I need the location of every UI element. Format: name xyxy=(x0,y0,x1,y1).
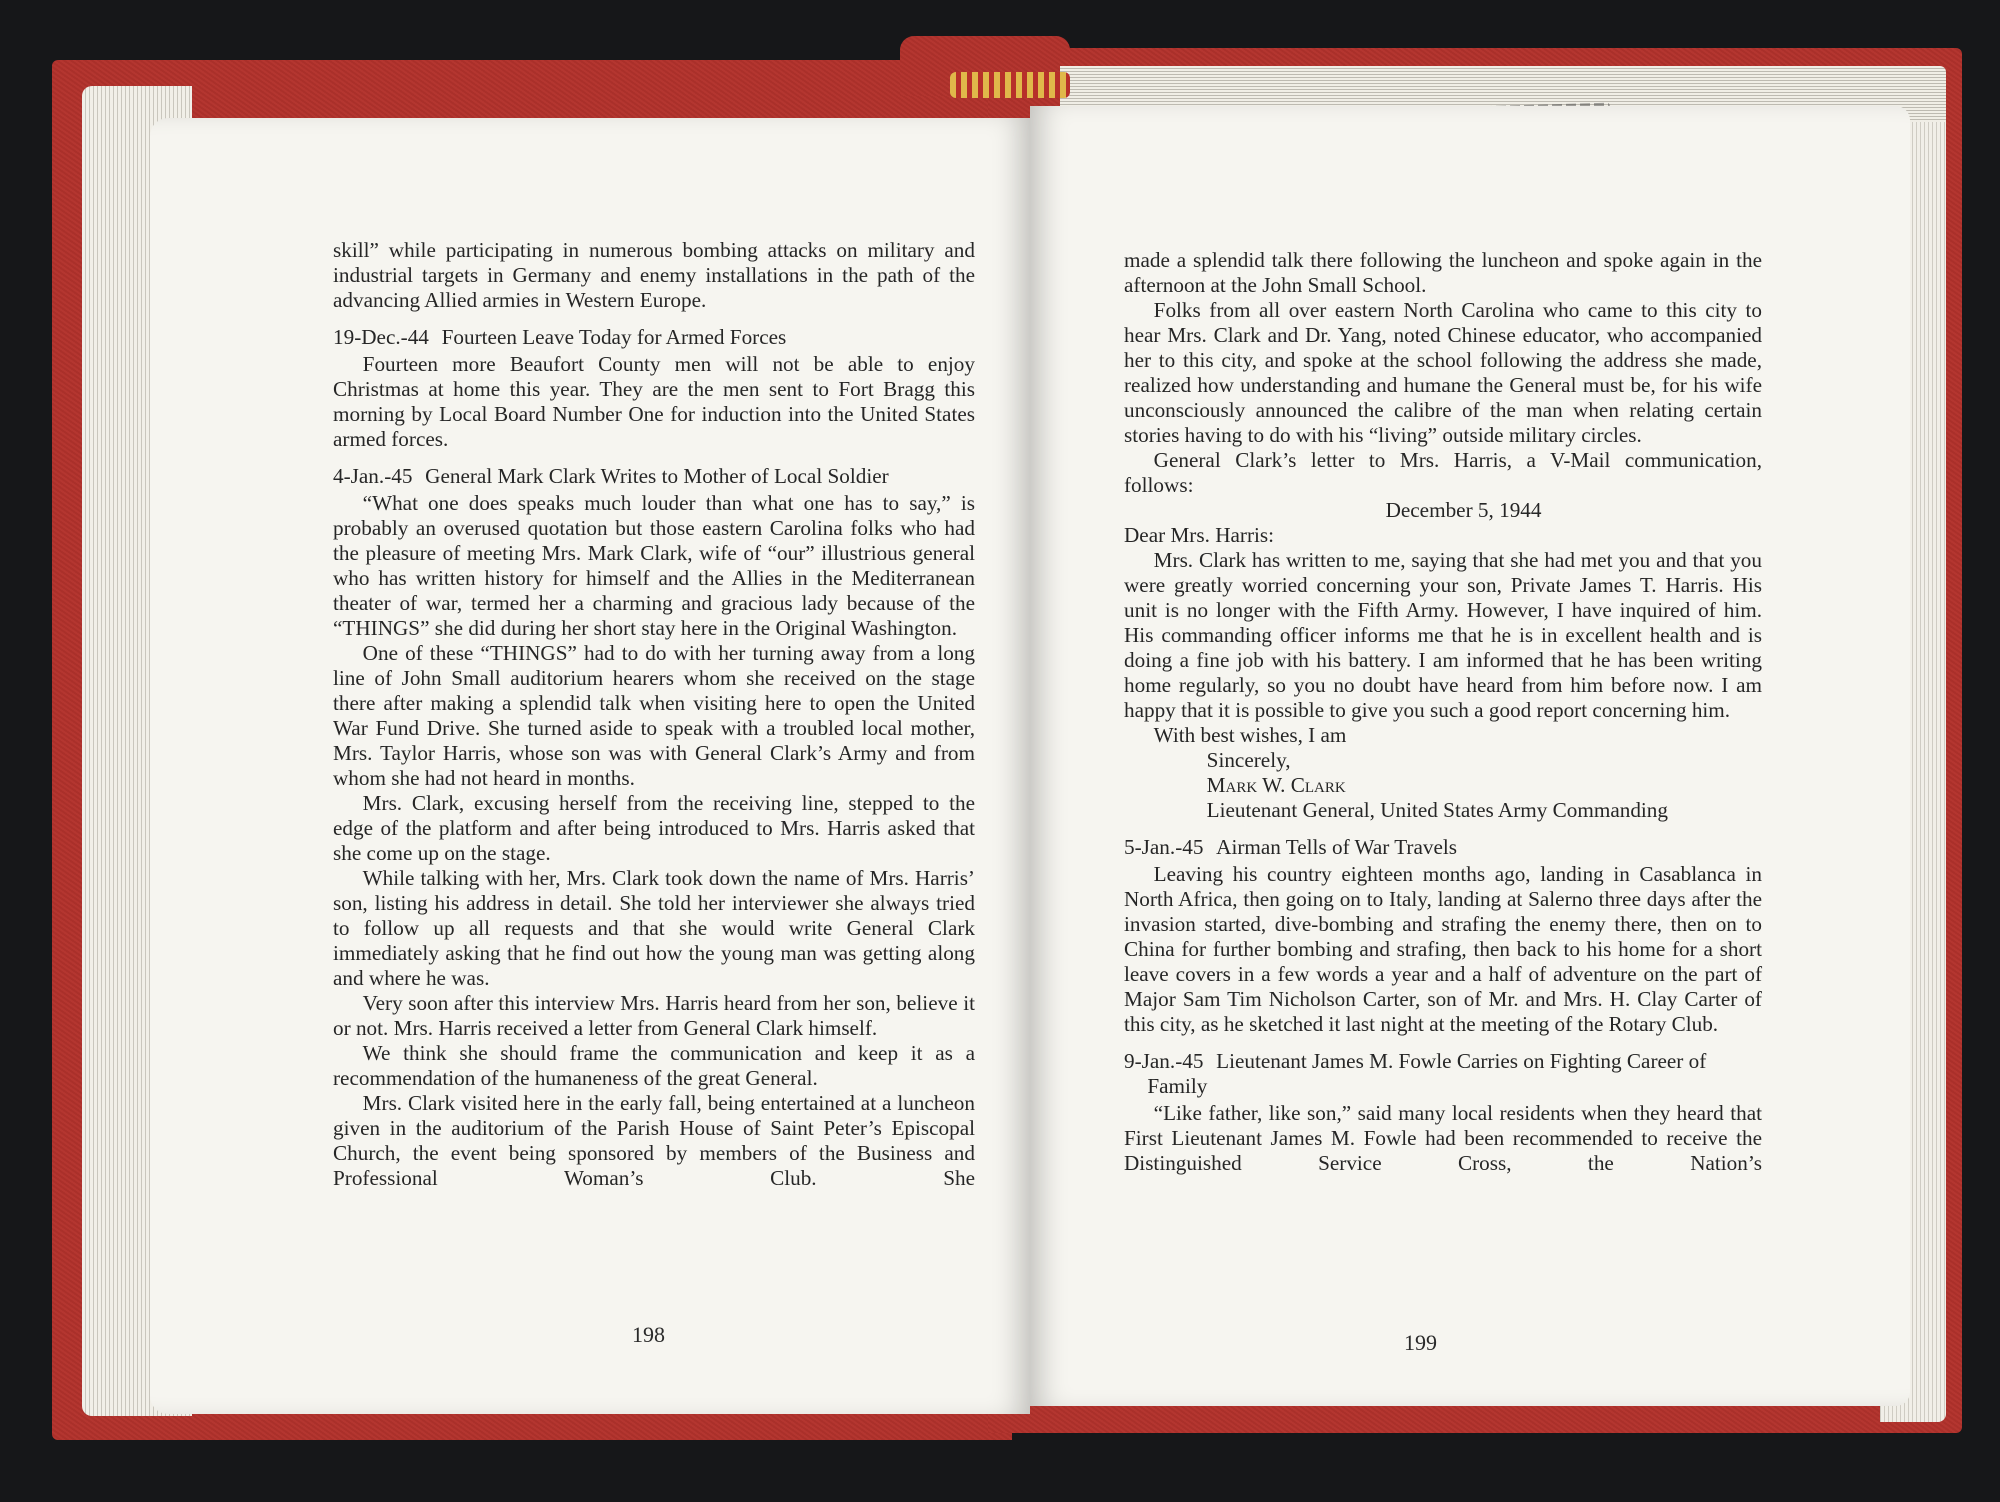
paragraph: We think she should frame the communication and keep it as a recommendation of the humaneness of the great General. xyxy=(333,1041,975,1090)
continuation-paragraph: skill” while participating in numerous bombing attacks on military and industrial targets in Germany and enemy installations in the path of the advancing Allied armies in Western Europe. xyxy=(333,238,975,312)
paragraph: Folks from all over eastern North Carolina who came to this city to hear Mrs. Clark and Dr. Yang, noted Chinese educator, who accompanied her to this city, and spoke at the school following the address she made, realized how understanding and humane the General must be, for his wife unconsciously announced the calibre of the man when relating certain stories having to do with his “living” outside military circles. xyxy=(1124,298,1762,447)
entry-date: 9-Jan.-45 xyxy=(1124,1049,1204,1073)
letter-signature-title: Lieutenant General, United States Army Commanding xyxy=(1206,798,1668,822)
entry-title: General Mark Clark Writes to Mother of Local Soldier xyxy=(425,464,889,488)
paragraph: Fourteen more Beaufort County men will not be able to enjoy Christmas at home this year. They are the men sent to Fort Bragg this morning by Local Board Number One for induction into the United States armed forces. xyxy=(333,352,975,451)
entry-title: Airman Tells of War Travels xyxy=(1216,835,1457,859)
paragraph: “What one does speaks much louder than what one has to say,” is probably an overused quotation but those eastern Carolina folks who had the pleasure of meeting Mrs. Mark Clark, wife of “our” illustrious general who has written history for himself and the Allies in the Mediterranean theater of war, termed her a charming and gracious lady because of the “THINGS” she did during her short stay here in the Original Washington. xyxy=(333,491,975,640)
page-number: 199 xyxy=(1404,1330,1437,1355)
right-page-text xyxy=(1124,248,1762,1176)
paragraph: Very soon after this interview Mrs. Harris heard from her son, believe it or not. Mrs. Harris received a letter from General Clark himself. xyxy=(333,991,975,1040)
continuation-paragraph: made a splendid talk there following the luncheon and spoke again in the afternoon at the John Small School. xyxy=(1124,248,1762,297)
entry-heading xyxy=(333,464,975,489)
letter-closing: With best wishes, I am xyxy=(1153,723,1347,747)
paragraph: While talking with her, Mrs. Clark took down the name of Mrs. Harris’ son, listing his address in detail. She told her interviewer she always tried to follow up all requests and that she would write General Clark immediately asking that he find out how the young man was getting along and where he was. xyxy=(333,866,975,990)
entry-title: Fourteen Leave Today for Armed Forces xyxy=(441,325,787,349)
letter-body: Mrs. Clark has written to me, saying that she had met you and that you were greatly worried concerning your son, Private James T. Harris. His unit is no longer with the Fifth Army. However, I have inquired of him. His commanding officer informs me that he is in excellent health and is doing a fine job with his battery. I am informed that he has been writing home regularly, so you no doubt have heard from him before now. I am happy that it is possible to give you such a good report concerning him. xyxy=(1124,548,1762,722)
letter-dateline: December 5, 1944 xyxy=(1385,498,1542,522)
paragraph: Leaving his country eighteen months ago, landing in Casablanca in North Africa, then going on to Italy, landing at Salerno three days after the invasion started, dive-bombing and strafing the enemy there, then on to China for further bombing and strafing, then back to his home for a short leave covers in a few words a year and a half of adventure on the part of Major Sam Tim Nicholson Carter, son of Mr. and Mrs. H. Clay Carter of this city, as he sketched it last night at the meeting of the Rotary Club. xyxy=(1124,862,1762,1036)
entry-heading xyxy=(333,325,975,350)
left-page-text xyxy=(333,238,975,1191)
entry-date: 4-Jan.-45 xyxy=(333,464,413,488)
letter-salutation: Dear Mrs. Harris: xyxy=(1124,523,1275,547)
entry-title: Lieutenant James M. Fowle Carries on Fighting Career of Family xyxy=(1147,1049,1707,1098)
paragraph: Mrs. Clark visited here in the early fall, being entertained at a luncheon given in the auditorium of the Parish House of Saint Peter’s Episcopal Church, the event being sponsored by members of the Business and Professional Woman’s Club. She xyxy=(333,1091,975,1190)
letter-signature: Mark W. Clark xyxy=(1206,773,1346,797)
page-number: 198 xyxy=(632,1322,665,1347)
entry-date: 19-Dec.-44 xyxy=(333,325,429,349)
entry-date: 5-Jan.-45 xyxy=(1124,835,1204,859)
paragraph: General Clark’s letter to Mrs. Harris, a V-Mail communication, follows: xyxy=(1124,448,1762,497)
paragraph: Mrs. Clark, excusing herself from the receiving line, stepped to the edge of the platform and after being introduced to Mrs. Harris asked that she come up on the stage. xyxy=(333,791,975,865)
paragraph: “Like father, like son,” said many local residents when they heard that First Lieutenant James M. Fowle had been recommended to receive the Distinguished Service Cross, the Nation’s xyxy=(1124,1101,1762,1175)
letter-sign-off: Sincerely, xyxy=(1206,748,1291,772)
paragraph: One of these “THINGS” had to do with her turning away from a long line of John Small auditorium hearers whom she received on the stage there after making a splendid talk when visiting here to open the United War Fund Drive. She turned aside to speak with a troubled local mother, Mrs. Taylor Harris, whose son was with General Clark’s Army and from whom she had not heard in months. xyxy=(333,641,975,790)
entry-heading xyxy=(1124,835,1762,860)
headband xyxy=(950,72,1070,98)
entry-heading xyxy=(1124,1049,1762,1099)
